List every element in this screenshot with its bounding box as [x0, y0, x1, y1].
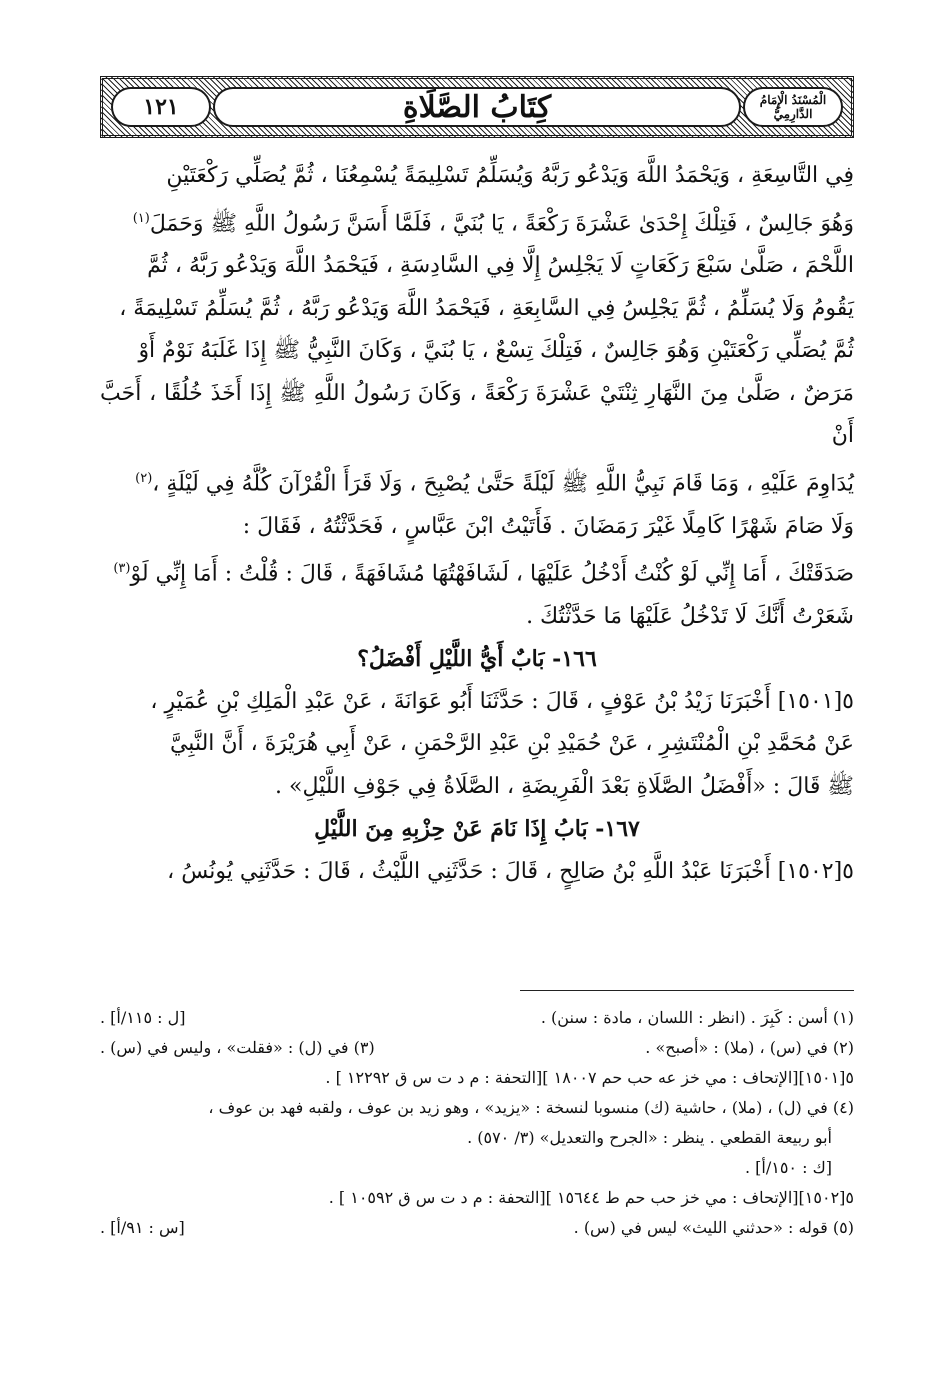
footnote-separator [520, 990, 854, 991]
page-header [100, 76, 854, 138]
text-line: وَهُوَ جَالِسٌ ، فَتِلْكَ إِحْدَىٰ عَشْرَةَ رَكْعَةً ، يَا بُنَيَّ ، فَلَمَّا أَسَنَّ رَسُولُ اللَّهِ ﷺ وَحَمَلَ$^{(١)}$ [132, 210, 854, 236]
footnote-mark: (١) [132, 210, 150, 226]
text-line: يُدَاوِمَ عَلَيْهِ ، وَمَا قَامَ نَبِيُّ اللَّهِ ﷺ لَيْلَةً حَتَّىٰ يُصْبِحَ ، وَلَا قَرَأَ الْقُرْآنَ كُلَّهُ فِي لَيْلَةٍ ،$^{(٢)}$ [135, 470, 854, 497]
hadith-line: ﷺ قَالَ : «أَفْضَلُ الصَّلَاةِ بَعْدَ الْفَرِيضَةِ ، الصَّلَاةُ فِي جَوْفِ اللَّيْلِ» . [275, 773, 854, 799]
text-line: وَلَا صَامَ شَهْرًا كَامِلًا غَيْرَ رَمَضَانَ . فَأَتَيْتُ ابْنَ عَبَّاسٍ ، فَحَدَّثْتُهُ ، فَقَالَ : [242, 513, 854, 539]
reference-1501: ٥[١٥٠١][الإتحاف : مي خز عه حب حم ١٨٠٠٧ ][التحفة : م د ت س ق ١٢٢٩٢ ] . [325, 1068, 854, 1087]
footnote-2: (٢) في (س) ، (ملا) : «أصبح» . [645, 1038, 854, 1057]
header-title-frame [213, 87, 741, 127]
chapter-title: كِتَابُ الصَّلَاةِ [402, 89, 552, 125]
text-line: اللَّحْمَ ، صَلَّىٰ سَبْعَ رَكَعَاتٍ لَا يَجْلِسُ إِلَّا فِي السَّادِسَةِ ، فَيَحْمَدُ اللَّهَ وَيَدْعُو رَبَّهُ ، ثُمَّ [147, 253, 854, 279]
reference-1502: ٥[١٥٠٢][الإتحاف : مي خز حب حم ط ١٥٦٤٤ ][التحفة : م د ت س ق ١٠٥٩٢ ] . [328, 1188, 854, 1207]
footnote-5: (٥) قوله : «حدثني الليث» ليس في (س) . [573, 1218, 854, 1237]
text-line: صَدَقَتْكَ ، أَمَا إِنِّي لَوْ كُنْتُ أَدْخُلُ عَلَيْهَا ، لَشَافَهْتُهَا مُشَافَهَةً ، قَالَ : قُلْتُ : أَمَا إِنِّي لَوْ$^{(٣)}$ [113, 561, 854, 587]
book-logo: الْمُسْنَدُ الْإِمَامُ الدَّارِمِيُّ [743, 87, 843, 127]
footnote-1: (١) أسن : كَبِرَ . (انظر : اللسان ، مادة : سنن) . [540, 1008, 854, 1027]
hadith-line: ٥[١٥٠١] أَخْبَرَنَا زَيْدُ بْنُ عَوْفٍ ، قَالَ : حَدَّثَنَا أَبُو عَوَانَةَ ، عَنْ عَبْدِ الْمَلِكِ بْنِ عُمَيْرٍ ، [150, 688, 854, 714]
footnote-row [100, 1213, 854, 1243]
footnote-row [100, 1003, 854, 1033]
text-line: شَعَرْتُ أَنَّكَ لَا تَدْخُلُ عَلَيْهَا مَا حَدَّثْتُكَ . [526, 603, 854, 629]
text-line: مَرَضٌ ، صَلَّىٰ مِنَ النَّهَارِ ثِنْتَيْ عَشْرَةَ رَكْعَةً ، وَكَانَ رَسُولُ اللَّهِ ﷺ إِذَا أَخَذَ خُلُقًا ، أَحَبَّ أَنْ [100, 380, 854, 449]
chapter-heading-166: ١٦٦- بَابٌ أَيُّ اللَّيْلِ أَفْضَلُ؟ [357, 646, 597, 673]
footnote-row [100, 1033, 854, 1063]
footnote-4: (٤) في (ل) ، (ملا) ، حاشية (ك) منسوبا لنسخة : «يزيد» ، وهو زيد بن عوف ، ولقبه فهد بن عوف ، [208, 1098, 854, 1117]
manuscript-ref: [ل : ١١٥/أ] . [100, 1008, 186, 1027]
footnote-4-cont: أبو ربيعة القطعي . ينظر : «الجرح والتعديل» (٣/ ٥٧٠) . [467, 1128, 832, 1147]
footnote-mark: (٢) [135, 470, 153, 486]
hadith-line: ٥[١٥٠٢] أَخْبَرَنَا عَبْدُ اللَّهِ بْنُ صَالِحٍ ، قَالَ : حَدَّثَنِي اللَّيْثُ ، قَالَ : حَدَّثَنِي يُونُسُ ، [167, 858, 854, 884]
manuscript-ref: [ك : ١٥٠/أ] . [744, 1158, 832, 1177]
hadith-line: عَنْ مُحَمَّدِ بْنِ الْمُنْتَشِرِ ، عَنْ حُمَيْدِ بْنِ عَبْدِ الرَّحْمَنِ ، عَنْ أَبِي هُرَيْرَةَ ، أَنَّ النَّبِيَّ [169, 731, 854, 757]
footnote-mark: (٣) [113, 561, 131, 577]
chapter-heading-167: ١٦٧- بَابُ إِذَا نَامَ عَنْ حِزْبِهِ مِنَ اللَّيْلِ [314, 816, 640, 843]
text-line: ثُمَّ يُصَلِّي رَكْعَتَيْنِ وَهُوَ جَالِسٌ ، فَتِلْكَ تِسْعٌ ، يَا بُنَيَّ ، وَكَانَ النَّبِيُّ ﷺ إِذَا غَلَبَهُ نَوْمٌ أَوْ [138, 338, 854, 364]
text-line: يَقُومُ وَلَا يُسَلِّمُ ، ثُمَّ يَجْلِسُ فِي السَّابِعَةِ ، فَيَحْمَدُ اللَّهَ وَيَدْعُو رَبَّهُ ، ثُمَّ يُسَلِّمُ تَسْلِيمَةً ، [119, 295, 854, 321]
manuscript-ref: [س : ٩١/أ] . [100, 1218, 185, 1237]
page-number: ١٢١ [111, 87, 211, 127]
footnotes [100, 1003, 854, 1243]
footnote-3: (٣) في (ل) : «فقلت» ، وليس في (س) . [100, 1038, 375, 1057]
main-text [100, 155, 854, 893]
text-line: فِي التَّاسِعَةِ ، وَيَحْمَدُ اللَّهَ وَيَدْعُو رَبَّهُ وَيُسَلِّمُ تَسْلِيمَةً يُسْمِعُنَا ، ثُمَّ يُصَلِّي رَكْعَتَيْنِ [166, 163, 854, 188]
